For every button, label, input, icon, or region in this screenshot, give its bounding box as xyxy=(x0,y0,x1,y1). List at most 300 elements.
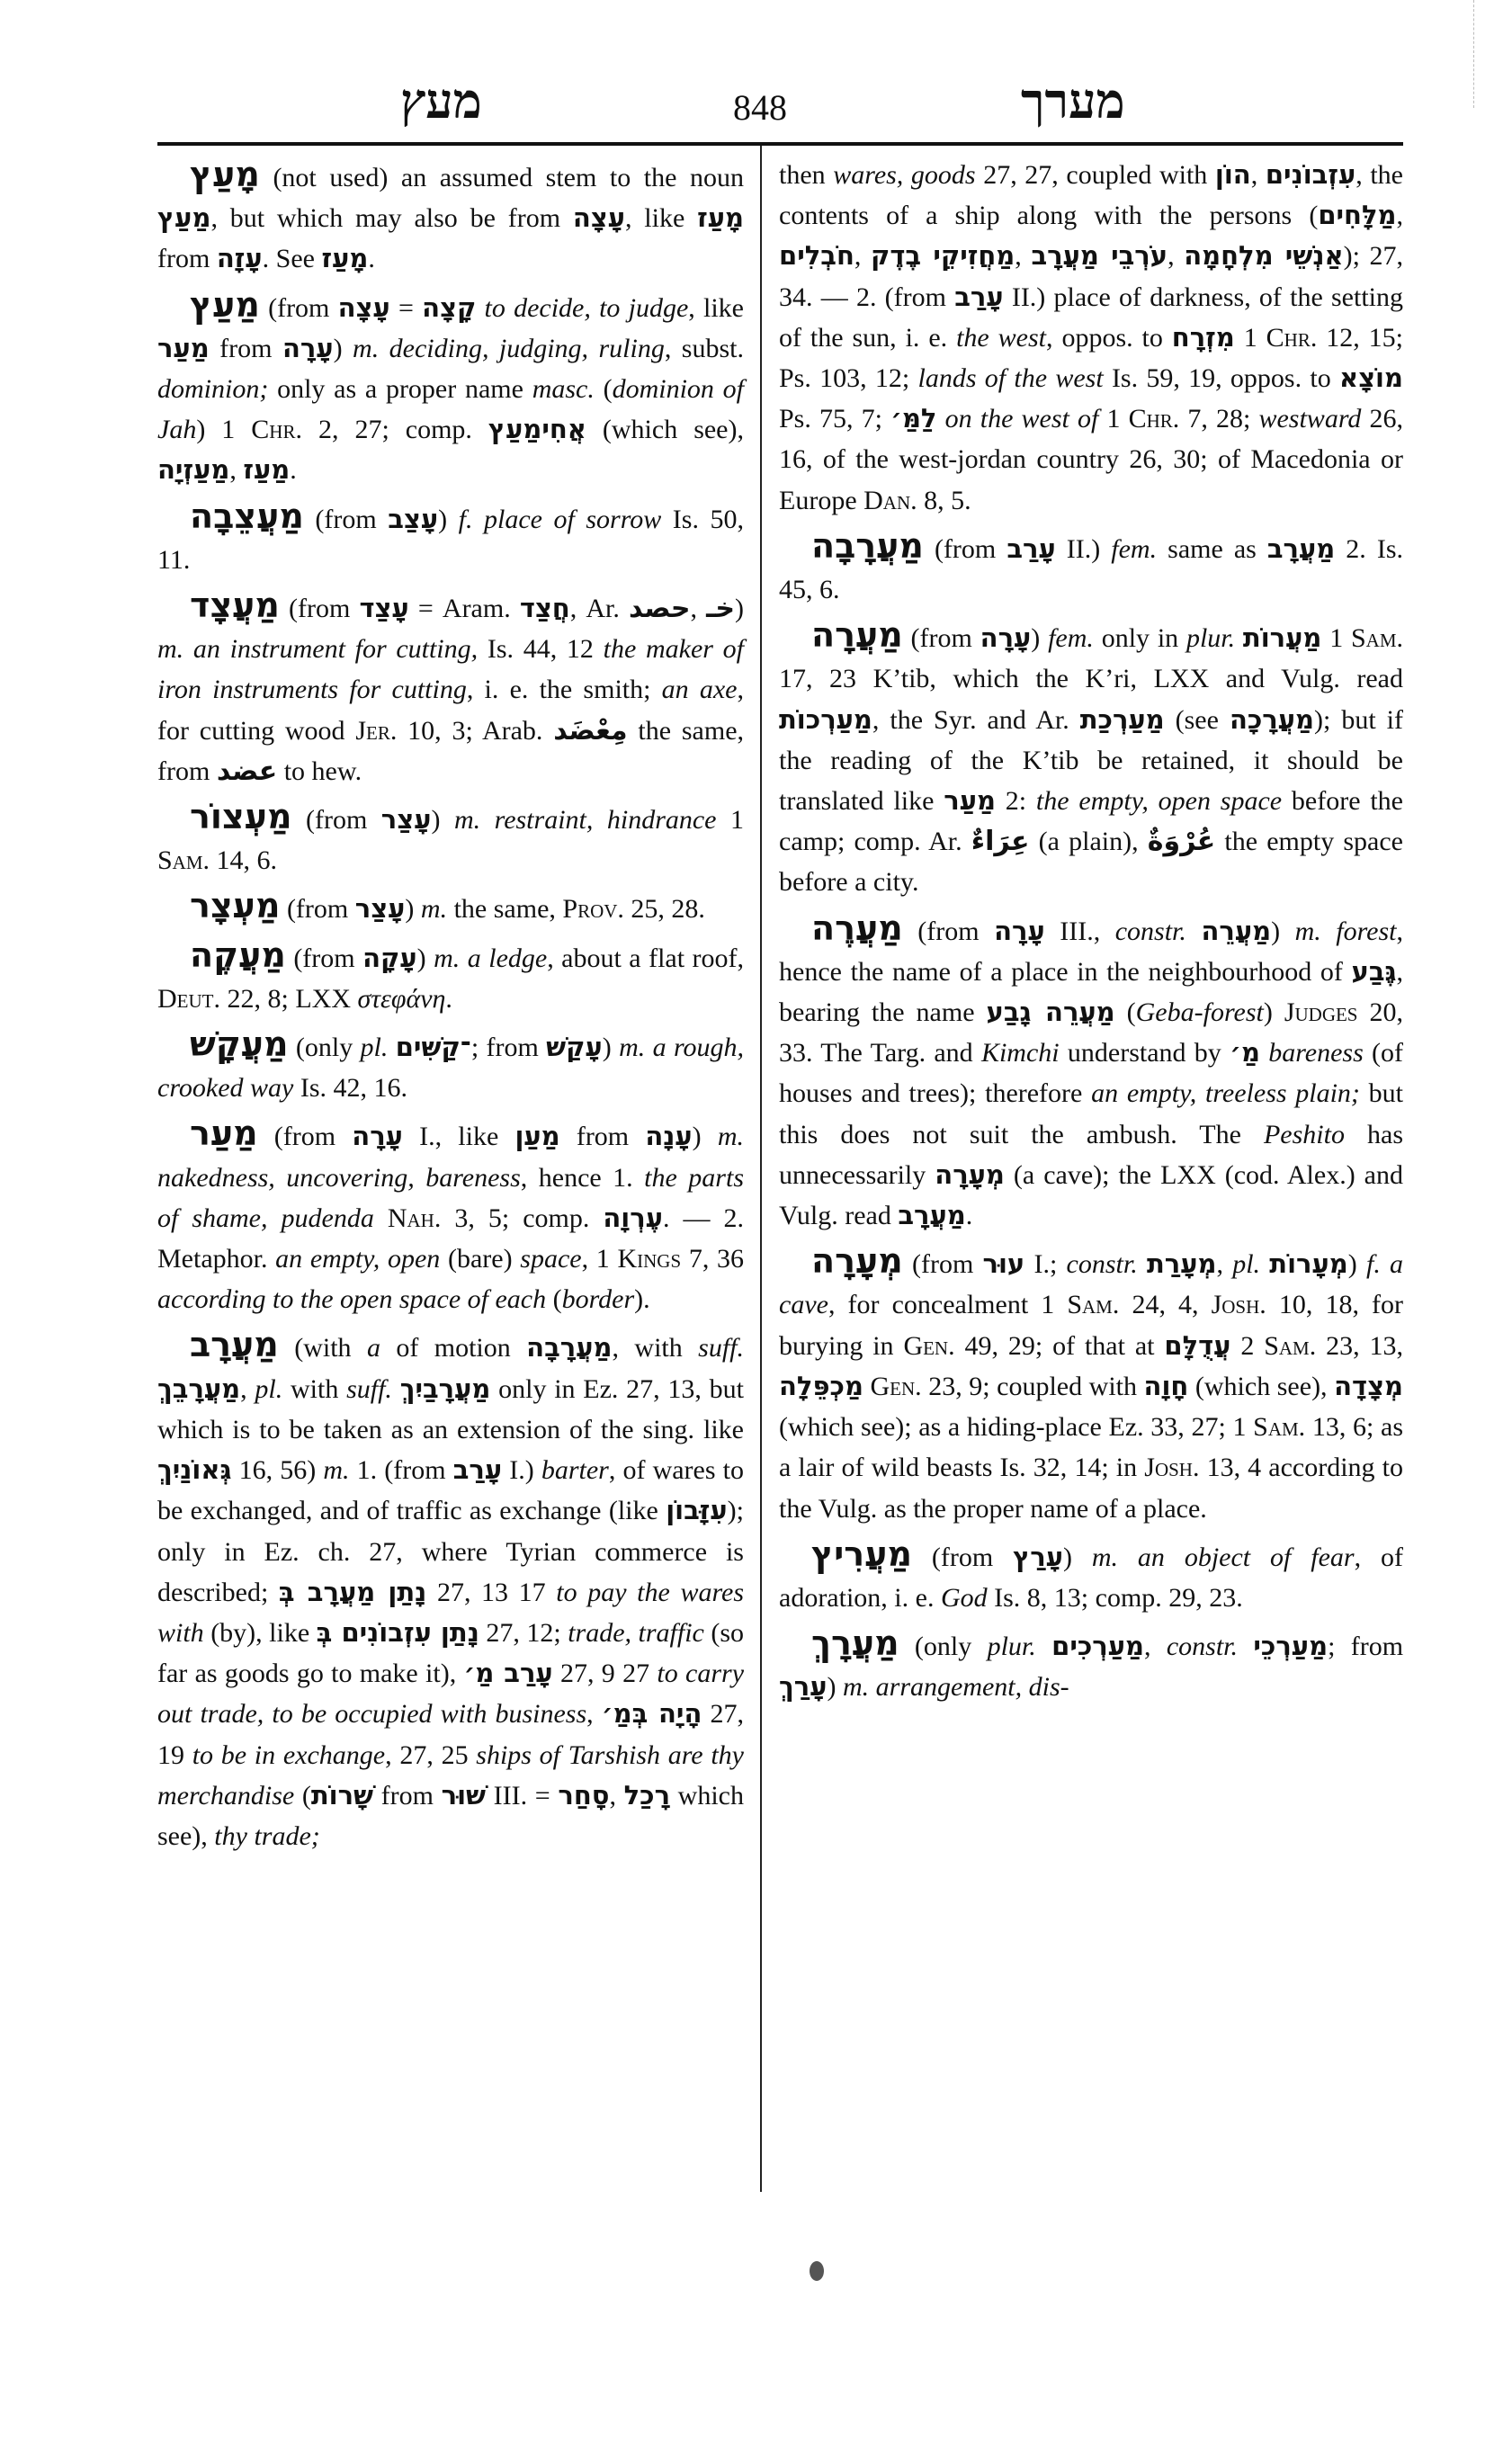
entry-text: Is. 59, 19, oppos. to xyxy=(1103,363,1339,394)
hebrew-word: מַעַרְכֵי xyxy=(1253,1631,1329,1662)
entry-text: (with xyxy=(278,1333,367,1364)
entry-text: = Aram. xyxy=(408,594,520,624)
dictionary-entry xyxy=(157,886,744,929)
entry-text: , like xyxy=(688,292,744,323)
header-rule xyxy=(157,142,1403,146)
book-abbreviation: Chr. xyxy=(1266,322,1318,353)
entry-gloss: constr. xyxy=(1166,1632,1239,1662)
hebrew-word: עָצַר xyxy=(354,893,406,925)
entry-text: ) xyxy=(1271,916,1295,946)
entry-text: 12, 15; Ps. 103, 12; xyxy=(779,322,1404,394)
entry-text: 17, 23 K’tib, which the K’ri, LXX and Vulg. read xyxy=(779,664,1403,694)
entry-gloss: trade, traffic xyxy=(568,1617,704,1648)
entry-text: 27, 9 27 xyxy=(552,1659,658,1689)
entry-gloss: pl. xyxy=(360,1033,389,1063)
entry-text: , xyxy=(854,241,872,272)
dictionary-entry xyxy=(779,908,1403,1237)
hebrew-word: עֹרְבֵי מַעֲרָב xyxy=(1031,240,1168,272)
scan-edge-marks xyxy=(1473,0,1476,108)
column-divider xyxy=(760,146,762,2192)
hebrew-word: מַעֲרָב xyxy=(1266,532,1336,564)
hebrew-word: עָרַב xyxy=(954,281,1004,312)
entry-gloss: m. nakedness, uncovering, bareness xyxy=(157,1122,744,1193)
entry-gloss: Geba-forest xyxy=(1135,997,1264,1028)
dictionary-entry xyxy=(779,1241,1403,1528)
dictionary-entry xyxy=(157,285,744,491)
entry-text: ) xyxy=(1347,1249,1366,1280)
entry-text: , of adoration, i. e. xyxy=(779,1542,1403,1613)
book-abbreviation: Jer. xyxy=(355,715,398,746)
entry-text: , like xyxy=(625,203,698,234)
hebrew-word: קָצָה xyxy=(422,291,477,323)
entry-text xyxy=(1036,1632,1051,1661)
entry-text: I., like xyxy=(402,1122,515,1152)
entry-text: III., xyxy=(1044,916,1115,946)
entry-gloss: constr. xyxy=(1066,1249,1138,1280)
entry-gloss: m. xyxy=(420,894,448,925)
entry-gloss: m. an object of fear xyxy=(1091,1542,1355,1572)
hebrew-word: מִזְרָח xyxy=(1171,321,1235,353)
entry-text: = xyxy=(389,292,423,323)
dictionary-entry xyxy=(779,1623,1403,1707)
entry-text: , xyxy=(1250,160,1266,190)
entry-text: only as a proper name xyxy=(268,374,532,405)
entry-text: 23, 13, xyxy=(1316,1330,1403,1361)
hebrew-word: עָרָה xyxy=(282,332,334,363)
entry-text xyxy=(1260,1038,1268,1068)
entry-gloss: wares, goods xyxy=(833,160,976,190)
entry-text: , the contents of a ship along with the persons ( xyxy=(779,160,1403,231)
entry-text: 2: xyxy=(995,786,1036,817)
entry-lemma: מַעֲקֶה xyxy=(190,934,286,975)
entry-text: I.; xyxy=(1024,1249,1067,1280)
entry-gloss: suff. xyxy=(346,1373,392,1404)
entry-text: 1 xyxy=(1234,322,1266,353)
dictionary-entry xyxy=(779,526,1403,610)
hebrew-word: מַעַזְיָה xyxy=(157,454,230,486)
book-abbreviation: Sam. xyxy=(1264,1330,1317,1361)
book-abbreviation: Deut. xyxy=(157,983,220,1014)
hebrew-word: חָוָה xyxy=(1143,1370,1189,1401)
entry-text: ) xyxy=(602,1033,620,1063)
entry-text: , xyxy=(586,1699,602,1730)
entry-text xyxy=(388,1033,395,1062)
entry-text: 16, 56) xyxy=(231,1455,324,1486)
entry-text: , xyxy=(229,455,244,486)
entry-text: the same, xyxy=(447,894,563,925)
hebrew-word: גְּאוֹנַיִךְ xyxy=(157,1454,232,1486)
entry-text: , 27, 25 xyxy=(385,1739,477,1770)
entry-text: , hence the name of a place in the neighbourhood of xyxy=(779,916,1403,987)
entry-gloss: westward xyxy=(1258,404,1362,434)
entry-text: 10, 18, for burying in xyxy=(779,1290,1403,1361)
hebrew-word: מַעֲרֵה גָבַע xyxy=(986,997,1115,1028)
hebrew-word: עָצַד xyxy=(359,593,409,624)
entry-lemma: מַעֲרָה xyxy=(811,615,903,656)
entry-lemma: מַעֲצֵבָה xyxy=(190,496,304,536)
entry-text: , oppos. to xyxy=(1046,322,1172,353)
book-abbreviation: Josh. xyxy=(1144,1453,1200,1483)
entry-text: 2. Is. 45, 6. xyxy=(779,533,1404,605)
hebrew-word: מַעַרְכִים xyxy=(1051,1631,1144,1662)
entry-text: 27, 13 17 xyxy=(426,1577,557,1607)
entry-text xyxy=(392,1374,400,1404)
entry-text: (which see); as a hiding-place Ez. 33, 27; 1 xyxy=(779,1412,1254,1443)
entry-gloss: a xyxy=(366,1333,380,1364)
entry-text: 8, 5. xyxy=(917,485,971,515)
entry-text: . xyxy=(368,244,375,274)
book-abbreviation: Chr. xyxy=(1128,404,1180,434)
entry-text: ) xyxy=(416,943,434,973)
entry-text: , xyxy=(690,594,707,624)
entry-text: ( xyxy=(546,1284,562,1315)
entry-text: 1 xyxy=(1098,404,1129,434)
entry-gloss: Peshito xyxy=(1263,1119,1345,1149)
entry-text: I.) xyxy=(502,1455,541,1486)
entry-text xyxy=(1138,1249,1147,1279)
entry-gloss: an axe xyxy=(661,675,738,705)
entry-text: ) xyxy=(735,594,744,624)
entry-text: (not used) an assumed stem to the noun xyxy=(259,163,744,192)
entry-text: 26, 16, of the west-jordan country 26, 30; of Macedonia or Europe xyxy=(779,404,1403,515)
book-abbreviation: Kings xyxy=(617,1244,682,1274)
entry-text: ) xyxy=(1031,623,1049,654)
hebrew-word: עָנָה xyxy=(645,1121,693,1152)
dictionary-entry xyxy=(779,615,1403,902)
entry-text: understand by xyxy=(1059,1038,1230,1069)
entry-text: 27, 12; xyxy=(479,1617,568,1648)
entry-text: 13, 4 according to the Vulg. as the proper name of a place. xyxy=(779,1453,1403,1524)
entry-lemma: מַעַץ xyxy=(190,284,260,325)
entry-gloss: m. xyxy=(323,1455,350,1486)
entry-gloss: plur. xyxy=(1185,623,1236,654)
entry-text: II.) xyxy=(1055,533,1112,564)
entry-gloss: the west xyxy=(956,322,1047,353)
arabic-word: مِعْضَد xyxy=(553,714,628,747)
arabic-word: عِرَاءٌ xyxy=(971,826,1030,858)
entry-text: , xyxy=(1144,1632,1167,1662)
dictionary-entry xyxy=(157,935,744,1019)
entry-text: , with xyxy=(612,1333,699,1364)
hebrew-word: הוֹן xyxy=(1214,159,1251,190)
entry-text: , but which may also be from xyxy=(210,203,573,234)
entry-text: (by), like xyxy=(203,1617,317,1648)
dictionary-entry xyxy=(157,155,744,280)
entry-text: , i. e. the smith; xyxy=(466,675,662,705)
entry-lemma: מַעְצָר xyxy=(190,886,281,926)
dictionary-entry xyxy=(779,155,1403,521)
entry-text: Ps. 75, 7; xyxy=(779,404,891,434)
entry-text: has unnecessarily xyxy=(779,1119,1403,1190)
entry-gloss: the empty, open space xyxy=(1035,786,1283,817)
entry-text: 27, 27, coupled with xyxy=(975,160,1215,190)
entry-gloss: fem. xyxy=(1048,623,1094,654)
entry-text: 1 xyxy=(1321,623,1351,654)
entry-gloss: ships of Tarshish are thy merchandise xyxy=(157,1739,744,1811)
entry-lemma: מַעֲרָבָה xyxy=(811,525,924,566)
entry-gloss: barter xyxy=(541,1455,609,1486)
hebrew-word: עֶרְוָה xyxy=(603,1202,663,1233)
entry-text: 20, 33. The Targ. and xyxy=(779,997,1403,1069)
entry-text: ); but if the reading of the K’tib be retained, it should be translated like xyxy=(779,704,1403,817)
entry-text: 49, 29; of that at xyxy=(954,1330,1165,1361)
entry-gloss: God xyxy=(940,1582,988,1613)
entry-gloss: dominion of Jah xyxy=(157,374,744,445)
hebrew-word: עָרַךְ xyxy=(779,1671,828,1703)
book-abbreviation: Prov. xyxy=(562,894,624,925)
hebrew-word: עָזָה xyxy=(216,243,263,274)
entry-text: 3, 5; comp. xyxy=(441,1203,604,1233)
entry-gloss: the parts of shame, pudenda xyxy=(157,1162,744,1233)
entry-text: 7, 36 xyxy=(681,1244,745,1274)
entry-text: , hence 1. xyxy=(520,1162,645,1193)
book-abbreviation: Gen. xyxy=(903,1330,955,1361)
entry-text: 22, 8; LXX xyxy=(220,983,358,1014)
entry-gloss: m. deciding, judging, ruling xyxy=(353,333,665,363)
entry-gloss: constr. xyxy=(1114,916,1186,946)
entry-gloss: to decide, to judge xyxy=(476,292,689,323)
dictionary-entry xyxy=(157,1325,744,1856)
entry-text: (only xyxy=(288,1033,361,1063)
hebrew-word: מַעֲרָבֵךְ xyxy=(157,1373,241,1404)
running-headword-left: מעץ xyxy=(400,75,482,129)
arabic-word: حصد xyxy=(628,593,691,625)
entry-text: but this does not suit the ambush. The xyxy=(779,1078,1403,1149)
entry-text: (from xyxy=(259,292,338,323)
running-headword-right: מערך xyxy=(1021,75,1125,129)
book-abbreviation: Sam. xyxy=(1067,1290,1120,1320)
entry-text: 1 xyxy=(716,805,745,836)
entry-text: II.) place of darkness, of the setting of the sun, i. e. xyxy=(779,282,1403,353)
entry-text: (see xyxy=(1164,704,1230,735)
entry-text: ) xyxy=(1263,997,1284,1028)
entry-text: ) xyxy=(333,333,353,363)
entry-text: 2, 27; comp. xyxy=(301,415,488,445)
hebrew-word: עָרַב xyxy=(452,1454,503,1486)
entry-text: from xyxy=(209,333,282,363)
entry-text: , xyxy=(1168,241,1185,272)
hebrew-word: מַעַן xyxy=(514,1121,560,1152)
entry-text: ) xyxy=(827,1672,843,1703)
entry-text: 7, 28; xyxy=(1179,404,1259,434)
book-abbreviation: Judges xyxy=(1284,997,1358,1028)
hebrew-word: מוֹצָא xyxy=(1338,362,1403,394)
entry-text: , for cutting wood xyxy=(157,675,744,746)
book-abbreviation: Nah. xyxy=(387,1203,442,1233)
hebrew-word: עָרָה xyxy=(352,1121,403,1152)
entry-text: from xyxy=(373,1780,442,1811)
entry-gloss: to carry out trade, to be occupied with business xyxy=(157,1659,745,1730)
entry-text: . xyxy=(290,455,297,486)
hebrew-word: מַ׳ xyxy=(1230,1037,1260,1069)
entry-text: from xyxy=(559,1122,646,1152)
hebrew-word: מַכְפֵּלָה xyxy=(779,1370,863,1401)
entry-text: ; from xyxy=(470,1033,547,1063)
hebrew-word: מַעַץ xyxy=(157,202,211,234)
entry-lemma: מַעֲרָב xyxy=(190,1325,279,1365)
entry-text: ); 27, 34. — 2. (from xyxy=(779,241,1404,312)
book-abbreviation: Sam. xyxy=(157,845,210,876)
entry-text: (from xyxy=(923,533,1007,564)
entry-text: 23, 9; coupled with xyxy=(921,1371,1144,1401)
entry-text: (from xyxy=(257,1122,353,1152)
hebrew-word: מַלָּחִים xyxy=(1318,200,1397,231)
entry-text: , subst. xyxy=(664,333,744,363)
entry-gloss: dominion; xyxy=(157,374,269,405)
right-column xyxy=(779,155,1403,1713)
entry-lemma: מַעַר xyxy=(190,1113,258,1154)
entry-text: ) xyxy=(405,894,421,925)
entry-text xyxy=(374,1203,388,1233)
entry-text: 2 xyxy=(1230,1330,1265,1361)
entry-text: , the Syr. and Ar. xyxy=(872,704,1080,735)
entry-text: which see), xyxy=(157,1780,744,1851)
entry-gloss: on the west of xyxy=(936,404,1099,434)
hebrew-word: מַעַז xyxy=(243,454,291,486)
entry-lemma: מְעָרָה xyxy=(811,1241,903,1282)
entry-text: (from xyxy=(902,916,995,946)
hebrew-word: מַעֲרָכָה xyxy=(1229,703,1315,735)
hebrew-word: לַמַּ׳ xyxy=(890,403,937,434)
hebrew-word: נָתַן עִזְבוֹנִים בְּ xyxy=(316,1616,479,1648)
hebrew-word: עָצַב xyxy=(388,503,439,534)
entry-text: (from xyxy=(279,594,360,624)
entry-text: ( xyxy=(294,1780,311,1811)
entry-text: (bare) xyxy=(440,1244,521,1274)
arabic-word: خـ xyxy=(706,593,735,625)
entry-gloss: lands of the west xyxy=(917,363,1104,394)
entry-text: , for concealment 1 xyxy=(828,1290,1068,1320)
entry-text xyxy=(863,1372,871,1401)
entry-text: Is. 42, 16. xyxy=(293,1073,408,1104)
entry-text xyxy=(1238,1632,1253,1661)
entry-text: ); only in Ez. ch. 27, where Tyrian commerce is described; xyxy=(157,1496,744,1607)
ink-blot xyxy=(810,2261,824,2281)
entry-text: 25, 28. xyxy=(623,894,705,925)
entry-text: (from xyxy=(911,1542,1014,1572)
hebrew-word: מַעֲרָב xyxy=(898,1200,966,1231)
entry-gloss: fem. xyxy=(1111,533,1158,564)
hebrew-word: עָרַץ xyxy=(1013,1541,1063,1572)
entry-text: , of wares to be exchanged, and of traffic as exchange (like xyxy=(157,1455,744,1526)
entry-text: ) xyxy=(438,504,459,534)
dictionary-entry xyxy=(157,797,744,881)
entry-gloss: border xyxy=(561,1284,635,1315)
hebrew-word: עָרַב מַ׳ xyxy=(463,1658,553,1689)
entry-text: Is. 8, 13; comp. 29, 23. xyxy=(987,1582,1243,1613)
hebrew-word: חֲצַד xyxy=(519,593,570,624)
hebrew-word: מְעָרוֹת xyxy=(1269,1248,1348,1280)
entry-gloss: bareness xyxy=(1268,1038,1364,1069)
entry-text: from xyxy=(157,244,217,274)
hebrew-word: מַעַר xyxy=(157,332,210,363)
hebrew-word: מַעֲרוֹת xyxy=(1242,622,1322,654)
entry-gloss: suff. xyxy=(698,1333,745,1364)
dictionary-entry xyxy=(157,1024,744,1108)
entry-text: (from xyxy=(902,623,980,654)
entry-text: 14, 6. xyxy=(210,845,278,876)
hebrew-word: גֶּבַע xyxy=(1351,955,1397,987)
hebrew-word: רָכַל xyxy=(623,1779,671,1811)
entry-text: (of houses and trees); therefore xyxy=(779,1038,1404,1109)
entry-text: . See xyxy=(262,244,322,274)
hebrew-word: עָצָה xyxy=(337,291,390,323)
entry-text: (from xyxy=(280,894,355,925)
entry-text: . xyxy=(965,1201,973,1231)
dictionary-entry xyxy=(157,586,744,791)
hebrew-word: מַעֲרָבַיִךְ xyxy=(399,1373,491,1404)
entry-text: the empty space before a city. xyxy=(779,827,1403,898)
entry-text: (a cave); the LXX (cod. Alex.) and Vulg. read xyxy=(779,1159,1403,1231)
entry-text: . — 2. Metaphor. xyxy=(157,1203,745,1274)
hebrew-word: עָצַר xyxy=(380,804,432,836)
entry-text: only in xyxy=(1093,623,1186,654)
entry-gloss: pl. xyxy=(1232,1249,1261,1280)
entry-text xyxy=(1235,623,1243,653)
hebrew-word: מַעַר xyxy=(944,785,996,817)
hebrew-word: עִזְבוֹנִים xyxy=(1265,159,1356,190)
left-column xyxy=(157,155,744,1862)
hebrew-word: הָיָה בְּמַ׳ xyxy=(601,1698,702,1730)
hebrew-word: עָרָה xyxy=(994,915,1045,946)
entry-text: (from xyxy=(291,805,381,836)
entry-text: Is. 50, 11. xyxy=(157,504,745,575)
entry-lemma: מָעַץ xyxy=(190,155,260,194)
entry-text xyxy=(1260,1249,1269,1279)
entry-text: (a plain), xyxy=(1029,827,1148,857)
entry-text: Is. 44, 12 xyxy=(478,634,604,665)
entry-text: 24, 4, xyxy=(1119,1290,1212,1320)
entry-text: , about a flat roof, xyxy=(547,943,744,973)
hebrew-word: עָצָה xyxy=(572,202,625,234)
entry-text: 10, 3; Arab. xyxy=(397,715,554,746)
entry-lemma: מַעֲרֶה xyxy=(811,908,903,948)
entry-text xyxy=(1186,917,1202,946)
entry-text: ; from xyxy=(1328,1632,1404,1662)
hebrew-word: עוּר xyxy=(982,1248,1025,1280)
entry-text: ( xyxy=(1114,997,1136,1028)
book-abbreviation: Sam. xyxy=(1350,623,1404,654)
hebrew-word: חֹבְלִים xyxy=(779,240,854,272)
entry-text: ) xyxy=(1062,1542,1092,1572)
entry-text: (which see), xyxy=(586,415,744,445)
entry-text: (from xyxy=(285,943,363,973)
entry-text: , xyxy=(1216,1249,1233,1280)
entry-lemma: מַעֲקָשׁ xyxy=(190,1024,289,1065)
entry-gloss: m. a rough, crooked way xyxy=(157,1033,745,1104)
entry-text: of motion xyxy=(380,1333,527,1364)
hebrew-word: עָרָה xyxy=(980,622,1032,654)
entry-gloss: m. arrangement, dis- xyxy=(842,1672,1069,1703)
entry-text: same as xyxy=(1157,533,1267,564)
entry-gloss: f. a cave xyxy=(779,1249,1404,1320)
hebrew-word: מַעֲרָבָה xyxy=(526,1332,613,1364)
entry-text: , xyxy=(609,1780,624,1811)
hebrew-word: מַעֲרֵה xyxy=(1201,915,1272,946)
hebrew-word: אֲחִימַעַץ xyxy=(488,414,586,445)
hebrew-word: שׁוּר xyxy=(441,1779,487,1811)
entry-text: to hew. xyxy=(277,756,362,786)
entry-gloss: m. a ledge xyxy=(434,943,548,973)
entry-text: 1. (from xyxy=(349,1455,453,1486)
entry-text: ) xyxy=(431,805,454,836)
entry-text: (from xyxy=(303,504,389,534)
page-header xyxy=(157,74,1403,146)
entry-lemma: מַעְצוֹר xyxy=(190,797,292,837)
entry-gloss: Kimchi xyxy=(980,1038,1060,1069)
hebrew-word: סָחַר xyxy=(558,1779,610,1811)
hebrew-word: עָקָה xyxy=(362,942,417,973)
